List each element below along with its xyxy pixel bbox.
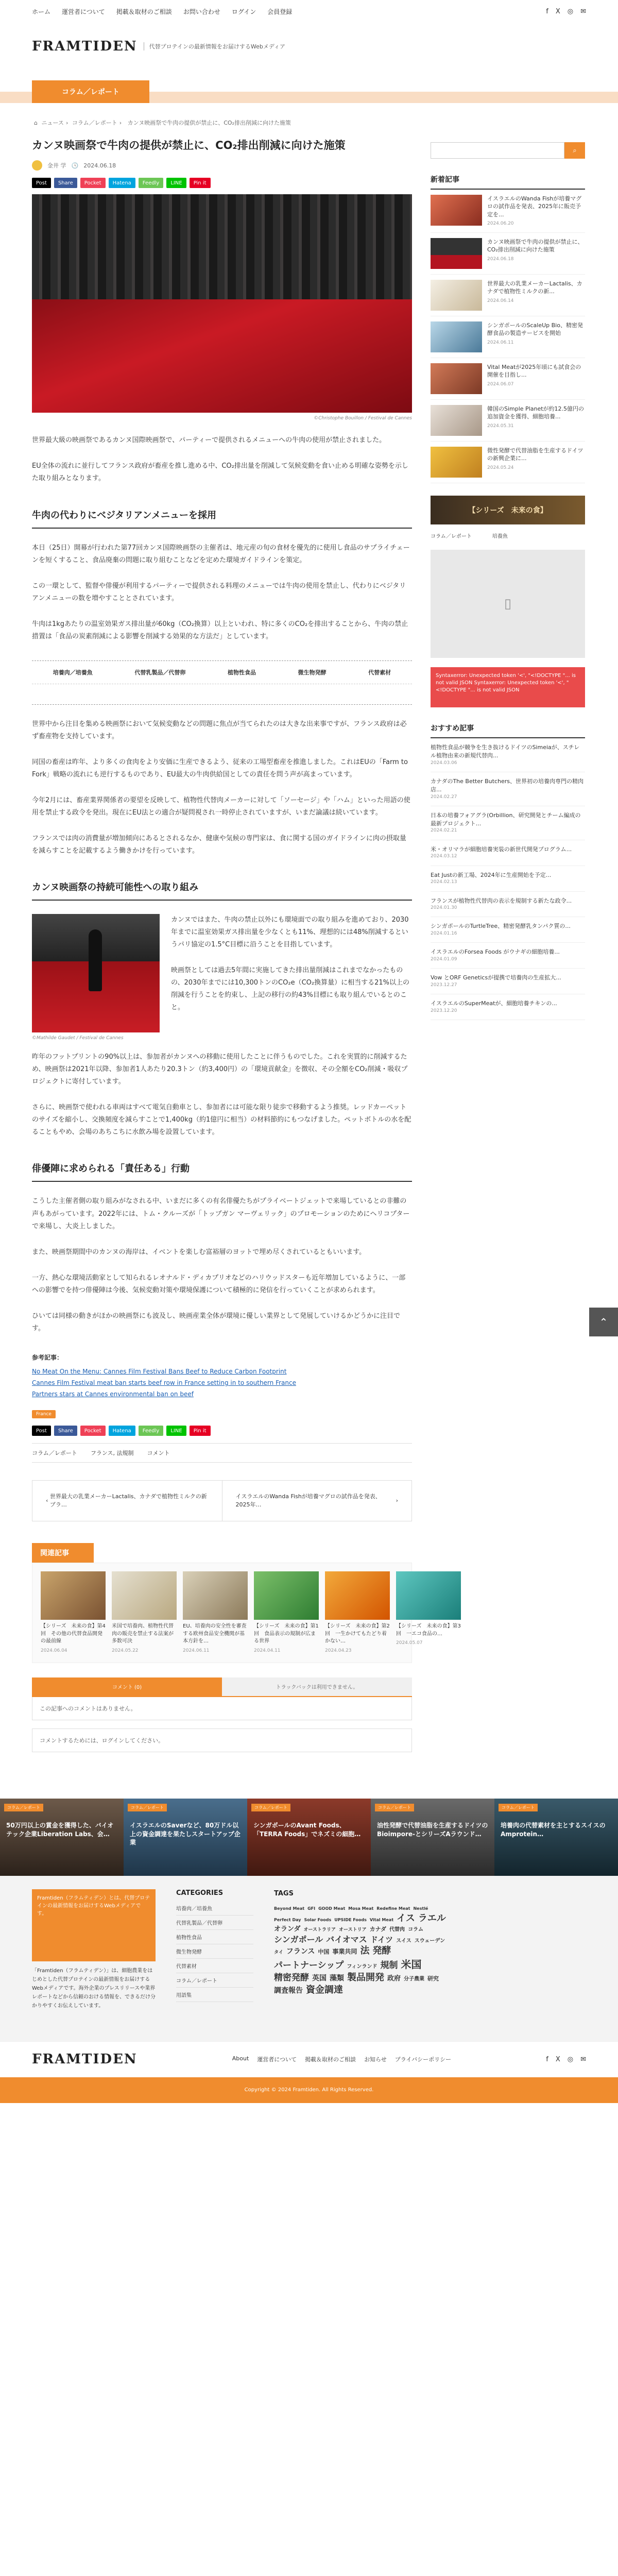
tag-cloud-item[interactable]: シンガポール (274, 1934, 323, 1944)
reference-title: 参考記事： (32, 1353, 63, 1361)
tag-table-body (32, 684, 412, 704)
nav-register[interactable]: 会員登録 (267, 8, 293, 15)
paragraph: 世界最大級の映画祭であるカンヌ国際映画祭で、パーティーで提供されるメニューへの牛肉の使用が禁止されました。 (32, 436, 386, 445)
article-title: カンヌ映画祭で牛肉の提供が禁止に、CO₂排出削減に向けた施策 (32, 139, 346, 151)
sidebar-tab[interactable]: 培養魚 (492, 533, 508, 539)
related-grid (41, 1571, 461, 1654)
tag-cloud-item[interactable]: オーストリア (339, 1927, 367, 1933)
item-title: カナダのThe Better Butchers、世界初の培養肉専門の精肉店... (431, 777, 584, 793)
item-title: 日本の培養フォアグラ(Orbillion、研究開発とチーム編成の最新プロジェクト... (431, 811, 581, 827)
paragraph: EU全体の流れに並行してフランス政府が畜産を推し進める中、CO₂排出量を削減して気候変動を食い止める明確な姿勢を示した取り組みとなります。 (32, 462, 408, 483)
thumb (431, 280, 482, 311)
prev-article-title: 世界最大の乳業メーカーLactalis、カナダで植物性ミルクの新ブラ… (49, 1493, 207, 1509)
series-banner[interactable]: 【シリーズ 未来の食】 (431, 496, 585, 524)
tag-cloud-item[interactable]: 米国 (401, 1958, 422, 1971)
tag-cloud-item[interactable]: Mosa Meat (348, 1906, 374, 1911)
paragraph: こうした主催者側の取り組みがなされる中、いまだに多くの有名俳優たちがプライベートジェットで来場しているとの非難の声もあがっています。2022年には、トム・クルーズが「トップガン マーヴェリック」のプロモーションのためにヘリコプターで来場し、大炎上しました。 (32, 1197, 410, 1230)
item-title: Eat Justの新工場、2024年に生産開始を予定... (431, 871, 552, 878)
item-date: 2024.05.31 (487, 423, 514, 429)
tag-cloud (274, 1902, 454, 1999)
tag-cloud-item[interactable]: 事業共同 (332, 1948, 357, 1956)
paragraph: 牛肉は1kgあたりの温室効果ガス排出量が60kg（CO₂換算）以上といわれ、特に多くのCO₂を排出することから、牛肉の禁止措置は「食品の炭素削減による影響を削減する効果的な方法だ」としています。 (32, 620, 408, 640)
search-input[interactable] (431, 142, 564, 159)
item-date: 2024.02.13 (431, 879, 457, 885)
comment-tabs (32, 1677, 412, 1697)
related-card[interactable] (325, 1571, 390, 1654)
footer-logo[interactable]: FRAMTIDEN (32, 2052, 138, 2067)
paragraph: また、映画祭期間中のカンヌの海岸は、イベントを楽しむ富裕層のヨットで埋め尽くされているともいいます。 (32, 1248, 366, 1256)
reference-link[interactable]: Cannes Film Festival meat ban starts beef row in France setting in to southern France (32, 1379, 296, 1387)
list-item[interactable] (431, 358, 585, 400)
bottom-nav-link[interactable]: お知らせ (364, 2056, 387, 2063)
tag-table-header (32, 661, 412, 684)
item-title: 韓国のSimple Planetが約12.5億円の追加資金を獲得、細胞培養... (487, 405, 585, 420)
related-card-title: 【シリーズ 未来の食】第2回 一生かけてもたどり着かない… (325, 1623, 390, 1645)
paragraph: フランスでは肉の消費量が増加傾向にあるとされるなか、健康や気候の専門家は、食に関する国のガイドラインに肉の摂取量を減らすことを記載するよう働きかけを行っています。 (32, 835, 406, 855)
list-item[interactable] (431, 994, 585, 1020)
item-date: 2024.06.07 (487, 381, 514, 387)
list-item[interactable] (431, 892, 585, 918)
nav-about[interactable]: 運営者について (62, 8, 105, 15)
share-hatena-button[interactable]: Hatena (109, 178, 135, 188)
copyright: Copyright © 2024 Framtiden. All Rights Reserved. (0, 2077, 618, 2103)
item-date: 2023.12.20 (431, 1008, 457, 1014)
item-title: Vow とORF Geneticsが提携で培養肉の生産拡大... (431, 974, 561, 981)
related-card[interactable] (254, 1571, 319, 1654)
site-tagline: 代替プロテインの最新情報をお届けするWebメディア (144, 42, 285, 50)
paragraph: さらに、映画祭で使われる車両はすべて電気自動車とし、参加者には可能な限り徒歩で移動するよう推奨。レッドカーペットのサイズを縮小し、交換頻度を減らすことで1,400kg（約1億円に相当）の材料節約にもつなげました。ペットボトルの水を配ることもやめ、会場のあちこちに水飲み場を設置しています。 (32, 1104, 411, 1137)
float-caption: ©Mathilde Gaudet / Festival de Cannes (32, 1036, 124, 1041)
footer-category-link[interactable]: コラム／レポート (176, 1973, 253, 1988)
list-item[interactable] (431, 772, 585, 806)
footer-category-link[interactable]: 微生物発酵 (176, 1944, 253, 1959)
item-title: 米・オリマラが細胞培養実装の新世代開発プログラム... (431, 845, 572, 853)
list-item[interactable] (431, 400, 585, 442)
bottom-nav-link[interactable]: 運営者について (257, 2056, 297, 2063)
related-card-title: EU、培養肉の安全性を審査する欧州食品安全機関が基本方針を… (183, 1623, 247, 1645)
nav-home[interactable]: ホーム (32, 8, 51, 15)
footer-featured-strip (0, 1799, 618, 1876)
item-title: Vital Meatが2025年頃にも試食会の開催を目指し... (487, 363, 581, 379)
float-image-figure (89, 929, 102, 991)
list-item[interactable] (431, 840, 585, 866)
list-item[interactable] (431, 943, 585, 969)
tag-cloud-item[interactable]: 法 (360, 1945, 370, 1957)
item-title: 世界最大の乳業メーカーLactalis、カナダで植物性ミルクの新... (487, 280, 582, 295)
bottom-bar (0, 2041, 618, 2077)
item-title: イスラエルのForsea Foods がウナギの細胞培養... (431, 948, 560, 956)
featured-tag: コラム／レポート (128, 1804, 167, 1811)
article-meta (32, 160, 412, 171)
paragraph: カンヌではまた、牛肉の禁止以外にも環境面での取り組みを進めており、2030年までに温室効果ガス排出量を少なくとも11%、理想的には48%削減するというパリ協定の1.5°C目標に沿うことを目指しています。 (171, 916, 409, 949)
tag-cloud-item[interactable]: ラエル (418, 1912, 446, 1924)
list-item[interactable] (431, 738, 585, 772)
footer-categories-title: CATEGORIES (176, 1889, 224, 1897)
article-tag[interactable]: France (32, 1410, 56, 1418)
tag-cloud-item[interactable]: オーストラリア (303, 1927, 336, 1933)
bottom-nav-link[interactable]: プライバシーポリシー (394, 2056, 452, 2063)
featured-title: 培養肉の代替素材を主とするスイスのAmprotein… (501, 1821, 606, 1838)
paragraph: 本日（25日）開幕が行われた第77回カンヌ国際映画祭の主催者は、地元産の旬の食材を優先的に使用し食品のサプライチェーンを短くすること、食品廃棄の問題に取り組むことなどを定めた環境ガイドラインを策定。 (32, 544, 410, 564)
item-title: シンガポールのTurtleTree、精密発酵乳タンパク質の... (431, 923, 571, 930)
related-card[interactable] (183, 1571, 248, 1654)
top-bar (0, 0, 618, 23)
tag-cloud-item[interactable]: スイス (396, 1938, 411, 1944)
tag-cloud-item[interactable]: UPSIDE Foods (334, 1917, 367, 1922)
error-message: Syntaxerror: Unexpected token '<', "<!DOCTYPE "... is not valid JSON Syntaxerror: Unexpected token '<', "<!DOCTYPE "... is not valid JSON (431, 667, 585, 707)
tag-cloud-item[interactable]: タイ (274, 1950, 283, 1956)
thumb (431, 238, 482, 269)
instagram-icon[interactable]: ◎ (567, 7, 574, 15)
thumb (431, 321, 482, 352)
thumb (431, 363, 482, 394)
footer-categories (176, 1889, 253, 2010)
search-icon[interactable]: ⌕ (564, 142, 585, 159)
tab-trackback[interactable]: トラックバックは利用できません。 (222, 1677, 412, 1696)
share-buttons (32, 178, 412, 188)
paragraph: 映画祭としては過去5年間に実施してきた排出量削減はこれまでなかったものの、2030年までには10,300トンのCO₂e（CO₂換算量）に相当する21%以上の削減を行うことを約束し、上記の移行の約43%目標にも取り組んでいるとのこと。 (171, 967, 409, 1012)
item-date: 2024.02.21 (431, 828, 457, 834)
featured-tag: コラム／レポート (4, 1804, 43, 1811)
category-band (0, 80, 618, 103)
article-date: 2024.06.18 (83, 162, 116, 169)
footer-category-link[interactable]: 培養肉／培養魚 (176, 1901, 253, 1916)
tag-cloud-item[interactable]: 中国 (318, 1948, 330, 1956)
tag-cloud-item[interactable]: 資金調達 (306, 1984, 343, 1995)
item-date: 2024.06.18 (487, 256, 514, 262)
list-item[interactable] (431, 442, 585, 483)
item-title: 植物性食品が競争を生き抜けるドイツのSimeiaが、スチレル植物由来の新規代替肉... (431, 743, 580, 759)
tag-cloud-item[interactable]: Solar Foods (304, 1917, 332, 1922)
paragraph: ひいては同様の動きがほかの映画祭にも波及し、映画産業全体が環境に優しい業界として発展していけるかどうかに注目です。 (32, 1312, 401, 1332)
tag-fermentation[interactable]: 微生物発酵 (298, 669, 327, 676)
comment-link[interactable]: コメント (147, 1450, 170, 1457)
mail-icon[interactable]: ✉ (580, 7, 586, 15)
featured-title: 油性発酵で代替油脂を生産するドイツのBioimpore-とシリーズAラウンド… (377, 1821, 488, 1838)
related-card-title: 【シリーズ 未来の食】第4回 その他の代替食品開発の最前線 (41, 1623, 106, 1645)
thumb (431, 447, 482, 478)
tag-cloud-item[interactable]: 分子農業 (404, 1976, 425, 1982)
document-icon: ▯ (431, 550, 585, 658)
tag-cloud-item[interactable]: コラム (408, 1927, 423, 1933)
comment-login-prompt[interactable]: コメントするためには、ログインしてください。 (32, 1728, 412, 1752)
site-footer (0, 1876, 618, 2041)
tag-cloud-item[interactable]: カナダ (369, 1926, 387, 1933)
share-line-button[interactable]: LINE (166, 178, 186, 188)
footer-category-link[interactable]: 用語集 (176, 1988, 253, 2002)
tag-cloud-item[interactable]: GOOD Meat (318, 1906, 346, 1911)
related-card-date: 2024.06.04 (41, 1648, 67, 1653)
item-title: イスラエルのSuperMeatが、細胞培養チキンの... (431, 1000, 557, 1007)
hero-red-carpet (32, 299, 412, 413)
site-logo[interactable]: FRAMTIDEN (32, 39, 138, 54)
item-date: 2024.06.11 (487, 340, 514, 345)
list-item[interactable] (431, 806, 585, 840)
related-card-title: 【シリーズ 未来の食】第1回 食品表示の規制が広まる世界 (254, 1623, 319, 1645)
related-thumb (325, 1571, 390, 1620)
featured-card[interactable] (494, 1799, 618, 1876)
related-thumb (112, 1571, 177, 1620)
reference-link[interactable]: Partners stars at Cannes environmental ban on beef (32, 1390, 194, 1398)
tag-cloud-item[interactable]: フランス (286, 1947, 315, 1956)
tag-cloud-item[interactable]: 精密発酵 (274, 1972, 309, 1983)
featured-card[interactable] (0, 1799, 124, 1876)
tag-cloud-item[interactable]: バイオマス (326, 1934, 367, 1944)
related-card-date: 2024.05.22 (112, 1648, 139, 1653)
category-label[interactable]: コラム／レポート (32, 80, 149, 103)
breadcrumb (32, 118, 412, 127)
mail-icon[interactable]: ✉ (580, 2055, 586, 2063)
share-hatena-button[interactable]: Hatena (109, 1426, 135, 1436)
tag-cloud-item[interactable]: 製品開発 (347, 1972, 384, 1983)
related-card[interactable] (41, 1571, 106, 1654)
list-item[interactable] (431, 316, 585, 358)
related-card-title: 米国で培養肉、植物性代替肉の販売を禁止する法案が多数可決 (112, 1623, 174, 1645)
comment-empty: この記事へのコメントはありません。 (32, 1697, 412, 1720)
tag-cloud-item[interactable]: 研究 (427, 1975, 439, 1982)
tag-cloud-item[interactable]: 藻類 (330, 1974, 344, 1982)
tag-cloud-item[interactable]: 英国 (312, 1974, 327, 1982)
paragraph: 今年2月には、畜産業界関係者の要望を反映して、植物性代替肉メーカーに対して「ソーセージ」や「ハム」といった用語の使用を禁止する政令を発出。現在にEU法との適合が疑問視され一時停止されていますが、いまだ論議は続いています。 (32, 796, 410, 817)
sidebar-tabs (431, 530, 585, 541)
new-articles-title: 新着記事 (431, 174, 585, 190)
item-title: シンガポールのScaleUp Bio、精密発酵食品の製造サービスを開始 (487, 321, 583, 337)
back-to-top-button[interactable] (589, 1308, 618, 1336)
item-date: 2024.06.20 (487, 221, 514, 227)
nav-login[interactable]: ログイン (231, 8, 256, 15)
tag-cloud-item[interactable]: パートナーシップ (274, 1960, 344, 1971)
related-card-date: 2024.05.07 (396, 1640, 423, 1646)
tag-cloud-item[interactable]: スウェーデン (414, 1938, 445, 1944)
list-item[interactable] (431, 866, 585, 892)
paragraph: 昨年のフットプリントの90%以上は、参加者がカンヌへの移動に使用したことに伴うものでした。これを実質的に削減するため、映画祭は2021年以降、参加者1人あたり20.3トン（約3,400円）の「環境貢献金」を徴収、その全額をCO₂削減・吸収プロジェクトに寄付しています。 (32, 1053, 408, 1086)
next-article-title: イスラエルのWanda Fishが培養マグロの試作品を発表、2025年… (235, 1493, 381, 1509)
footer-social-links (546, 2056, 586, 2063)
category-link[interactable]: コラム／レポート (32, 1450, 77, 1457)
item-date: 2024.01.16 (431, 931, 457, 937)
list-item[interactable] (431, 233, 585, 275)
tag-alt-materials[interactable]: 代替素材 (368, 669, 391, 676)
reference-list (32, 1352, 412, 1400)
chevron-up-icon: ⌃ (599, 1316, 608, 1328)
item-title: フランスが植物性代替肉の表示を規制する新たな政令... (431, 897, 572, 904)
top-nav (32, 7, 292, 16)
related-card[interactable] (112, 1571, 177, 1654)
tag-cloud-item[interactable]: ドイツ (370, 1935, 393, 1944)
item-date: 2024.03.06 (431, 760, 457, 766)
avatar (32, 160, 42, 171)
related-card-date: 2024.06.11 (183, 1648, 210, 1653)
related-title: 関連記事 (32, 1543, 94, 1563)
tags-link[interactable]: フランス, 法規制 (90, 1450, 134, 1457)
item-date: 2024.01.30 (431, 905, 457, 911)
breadcrumb-column[interactable]: コラム／レポート (72, 120, 117, 126)
tag-cloud-item[interactable]: Vital Meat (369, 1917, 394, 1922)
paragraph: 一方、熱心な環境活動家として知られるレオナルド・ディカプリオなどのハリウッドスターも近年増加しているように、一部への影響でを持つ俳優陣は今後、気候変動対策や環境保護について積極的に発信を行っていくことが求められます。 (32, 1274, 406, 1294)
section-heading: カンヌ映画祭の持続可能性への取り組み (32, 880, 412, 901)
breadcrumb-news[interactable]: ニュース (41, 120, 64, 126)
tag-cloud-item[interactable]: Nestlé (413, 1906, 428, 1911)
bottom-nav (232, 2055, 451, 2063)
list-item[interactable] (431, 969, 585, 994)
related-thumb (41, 1571, 106, 1620)
share-facebook-button[interactable]: Share (54, 178, 77, 188)
footer-category-link[interactable]: 代替素材 (176, 1959, 253, 1973)
item-date: 2024.02.27 (431, 794, 457, 800)
tag-cloud-item[interactable]: 政府 (387, 1974, 401, 1982)
tag-cloud-item[interactable]: 調査報告 (274, 1986, 303, 1995)
tag-cloud-item[interactable]: 発酵 (372, 1945, 391, 1957)
footer-category-link[interactable]: 植物性食品 (176, 1930, 253, 1944)
article-categories (32, 1443, 412, 1463)
footer-about-box: Framtiden（フラムティデン）とは、代替プロテインの最新情報をお届けするWebメディアです。 (32, 1889, 156, 1961)
tag-cloud-item[interactable]: GFI (307, 1906, 316, 1911)
tag-cloud-item[interactable]: オランダ (274, 1925, 301, 1934)
related-thumb (183, 1571, 248, 1620)
share-x-button[interactable]: Post (32, 178, 51, 188)
paragraph: 同国の畜産は昨年、より多くの食肉をより安価に生産できるよう、従来の工場型畜産を推進しました。これはEUの「Farm to Fork」戦略の流れにも逆行するものであり、EU最大の牛肉供給国としての責任を問う声が高まっています。 (32, 758, 408, 778)
item-date: 2024.01.09 (431, 957, 457, 962)
list-item[interactable] (431, 190, 585, 233)
nav-contact[interactable]: お問い合わせ (183, 8, 220, 15)
nav-consult[interactable]: 掲載＆取材のご相談 (116, 8, 172, 15)
featured-card[interactable] (124, 1799, 247, 1876)
item-date: 2024.03.12 (431, 854, 457, 859)
share-x-button[interactable]: Post (32, 1426, 51, 1436)
tag-cloud-item[interactable]: イス (397, 1912, 415, 1924)
new-articles-list (431, 190, 585, 483)
featured-card[interactable] (371, 1799, 494, 1876)
prev-next-nav (32, 1480, 412, 1521)
footer-about-text: 「Framtiden（フラムティデン）」は、細胞農業をはじめとした代替プロテインの最新情報をお届けするWebメディアです。海外企業のプレスリリースや業界レポートなどから信頼のおける情報を、できるだけ分かりやすくお伝えしています。 (32, 1968, 156, 2009)
featured-title: イスラエルのSaverなど、80万ドル以上の資金調達を果たしスタートアップ企業 (130, 1821, 241, 1846)
tab-comments[interactable]: コメント (0) (32, 1677, 222, 1696)
related-box (32, 1563, 461, 1663)
tag-cloud-item[interactable]: Redefine Meat (376, 1906, 410, 1911)
share-pinterest-button[interactable]: Pin it (190, 1426, 211, 1436)
related-card-date: 2024.04.23 (325, 1648, 352, 1653)
facebook-icon[interactable]: f (546, 7, 548, 15)
site-header (0, 23, 618, 70)
list-item[interactable] (431, 917, 585, 943)
featured-tag: コラム／レポート (375, 1804, 414, 1811)
footer-category-link[interactable]: 代替乳製品／代替卵 (176, 1916, 253, 1930)
clock-icon: 🕓 (71, 162, 79, 169)
bottom-nav-link[interactable]: About (232, 2055, 249, 2062)
related-card-date: 2024.04.11 (254, 1648, 281, 1653)
share-pocket-button[interactable]: Pocket (80, 178, 106, 188)
item-title: イスラエルのWanda Fishが培養マグロの試作品を発表、2025年に販売予定を... (487, 195, 582, 218)
share-buttons-bottom (32, 1426, 412, 1436)
social-links (546, 8, 586, 15)
thumb (431, 195, 482, 226)
x-icon[interactable]: X (555, 2055, 560, 2063)
featured-card[interactable] (247, 1799, 371, 1876)
featured-tag: コラム／レポート (251, 1804, 290, 1811)
recommended-title: おすすめ記事 (431, 723, 585, 738)
related-card-title: 【シリーズ 未来の食】第3回 一エコ食品の… (396, 1623, 461, 1637)
breadcrumb-sep: › (65, 120, 68, 126)
paragraph: この一環として、監督や俳優が利用するパーティーで提供される料理のメニューでは牛肉の使用を禁止し、代わりにベジタリアンメニューの数を増やすこととされています。 (32, 582, 406, 602)
chevron-right-icon: › (394, 1497, 398, 1504)
next-article-link[interactable] (222, 1481, 412, 1521)
tag-plant-based[interactable]: 植物性食品 (227, 669, 256, 676)
footer-about (32, 1889, 156, 2010)
sidebar-search (431, 142, 585, 159)
item-date: 2024.05.24 (487, 465, 514, 470)
footer-tags (274, 1889, 454, 2010)
chevron-left-icon: ‹ (46, 1497, 50, 1504)
featured-title: 50万円以上の賞金を獲得した、バイオテック企業Liberation Labs、会… (6, 1821, 114, 1838)
bottom-nav-link[interactable]: 掲載＆取材のご相談 (305, 2056, 356, 2063)
item-title: カンヌ映画祭で牛肉の提供が禁止に、CO₂排出削減に向けた施策 (487, 238, 583, 253)
breadcrumb-current: カンヌ映画祭で牛肉の提供が禁止に、CO₂排出削減に向けた施策 (127, 120, 291, 126)
paragraph: 世界中から注目を集める映画祭において気候変動などの問題に焦点が当てられたのは大きな出来事ですが、フランス政府は必ず畜産物を支持しています。 (32, 720, 407, 740)
reference-link[interactable]: No Meat On the Menu: Cannes Film Festival Bans Beef to Reduce Carbon Footprint (32, 1368, 287, 1376)
tag-cloud-item[interactable]: フィンランド (347, 1963, 377, 1970)
instagram-icon[interactable]: ◎ (567, 2055, 574, 2063)
share-feedly-button[interactable]: Feedly (139, 1426, 164, 1436)
prev-article-link[interactable] (32, 1481, 222, 1521)
related-thumb (254, 1571, 319, 1620)
item-date: 2023.12.27 (431, 982, 457, 988)
share-pinterest-button[interactable]: Pin it (190, 178, 211, 188)
float-image (32, 914, 160, 1041)
tag-alt-dairy[interactable]: 代替乳製品／代替卵 (134, 669, 186, 676)
share-feedly-button[interactable]: Feedly (139, 178, 164, 188)
float-block (32, 914, 412, 1041)
thumb (431, 405, 482, 436)
featured-title: シンガポールのAvant Foods、「TERRA Foods」でネズミの細胞… (253, 1821, 361, 1838)
home-icon[interactable]: ⌂ (34, 120, 38, 126)
sidebar (431, 118, 585, 1752)
content-wrap (0, 118, 618, 1752)
recommended-list (431, 738, 585, 1021)
item-title: 微性発酵で代替油脂を生産するドイツの新興企業に... (487, 447, 583, 462)
footer-tags-title: TAGS (274, 1889, 294, 1897)
tag-cloud-item[interactable]: Perfect Day (274, 1917, 301, 1922)
facebook-icon[interactable]: f (546, 2055, 548, 2063)
tag-cloud-item[interactable]: 代替肉 (389, 1927, 405, 1933)
item-date: 2024.06.14 (487, 298, 514, 303)
tag-cloud-item[interactable]: 規制 (380, 1960, 398, 1971)
list-item[interactable] (431, 275, 585, 316)
breadcrumb-sep: › (119, 120, 122, 126)
x-icon[interactable]: X (555, 7, 560, 15)
category-tag-table (32, 660, 412, 705)
hero-image (32, 194, 412, 413)
tag-cloud-item[interactable]: Beyond Meat (274, 1906, 305, 1911)
hero-caption: ©Christophe Bouillon / Festival de Cannes (314, 416, 412, 421)
share-pocket-button[interactable]: Pocket (80, 1426, 106, 1436)
share-facebook-button[interactable]: Share (54, 1426, 77, 1436)
section-heading: 俳優陣に求められる「責任ある」行動 (32, 1161, 412, 1182)
author-name[interactable]: 金井 学 (47, 162, 66, 170)
share-line-button[interactable]: LINE (166, 1426, 186, 1436)
sidebar-tab[interactable]: コラム／レポート (431, 533, 472, 539)
featured-tag: コラム／レポート (499, 1804, 538, 1811)
tag-cultured-meat[interactable]: 培養肉／培養魚 (53, 669, 93, 676)
section-heading: 牛肉の代わりにベジタリアンメニューを採用 (32, 508, 412, 529)
